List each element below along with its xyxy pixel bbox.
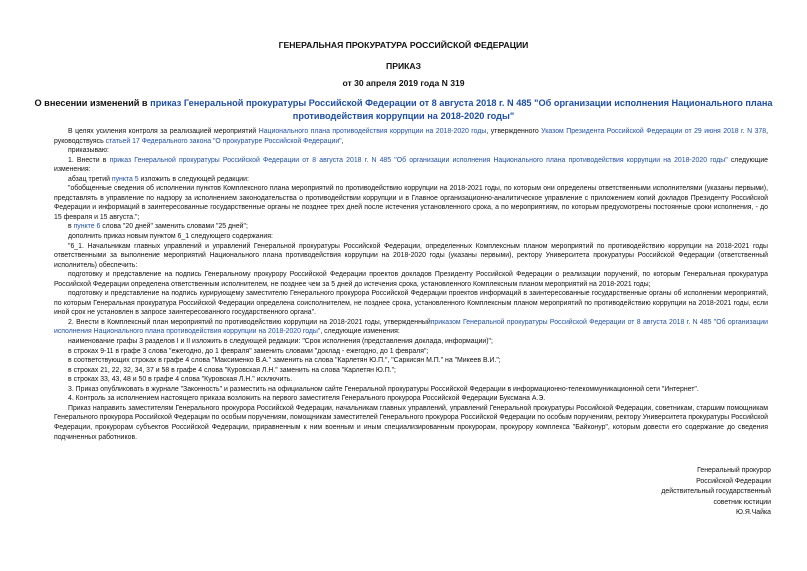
punkt-5-link[interactable]: пункта 5 [111,175,139,183]
presidential-decree-link[interactable]: Указом Президента Российской Федерации от 29 июня 2018 г. N 378 [541,128,767,135]
item-5: Приказ направить заместителям Генерального прокурора Российской Федерации, начальникам главных управлений, управлений Генеральной прокуратуры Российской Федерации, советникам, старшим помощникам Генерального прокурора Российской Федерации по особым поручениям, помощникам заместителей Генерального прокурора Российской Федерации по особым поручениям, ректору Университета прокуратуры Российской Федерации, прокурорам субъектов Российской Федерации, приравненным к ним военным и иным специализированным прокурорам, прокурору комплекса "Байконур", которым довести его содержание до сведения подчиненных работников. [54,404,768,441]
item-2-text-1: 2. Внести в Комплексный план мероприятий по противодействию коррупции на 2018-2021 годы, утвержденный [68,318,431,326]
item-2-text-2: , следующие изменения: [320,328,400,336]
item-1-text-2: следующие изменения: [54,156,768,174]
item-2-order-link[interactable]: приказом Генеральной прокуратуры Российской Федерации от 8 августа 2018 г. N 485 "Об организации исполнения Национального плана противодействия коррупции на 2018-2020 годы" [54,318,768,336]
item-3: 3. Приказ опубликовать в журнале "Законность" и разместить на официальном сайте Генеральной прокуратуры Российской Федерации в информационно-телекоммуникационной сети "Интернет". [68,385,699,393]
signature-block [661,466,771,519]
paragraph-abzac [54,175,768,185]
paragraph-podgot-2: подготовку и представление на подпись курирующему заместителю Генерального прокурора Российской Федерации проектов информаций в заинтересованные государственные органы об исполнении мероприятий, по которым Генеральная прокуратура Российской Федерации определена соисполнителем, не позднее срока, установленного Комплексным планом мероприятий по противодействию коррупции на 2018-2021 годы, если иной срок не установлен в запросе заинтересованного государственного органа". [54,290,768,317]
signature-line-2: Российской Федерации [696,477,771,485]
paragraph-rows-1: в строках 9-11 в графе 3 слова "ежегодно, до 1 февраля" заменить словами "доклад - ежегодно, до 1 февраля"; [68,347,429,355]
intro-text-3: , руководствуясь [54,128,768,145]
punkt-6-link[interactable]: пункте 6 [73,223,101,231]
item-1-order-link[interactable]: приказ Генеральной прокуратуры Российской Федерации от 8 августа 2018 г. N 485 "Об организации исполнения Национального плана противодействия коррупции на 2018-2020 годы" [109,156,728,164]
abzac-text-2: изложить в следующей редакции: [138,175,249,183]
item-2 [54,318,768,337]
doc-type-heading: ПРИКАЗ [386,61,421,71]
title-order-link[interactable]: приказ Генеральной прокуратуры Российской Федерации от 8 августа 2018 г. N 485 "Об организации исполнения Национального плана противодействия коррупции на 2018-2020 годы" [150,98,773,121]
paragraph-punkt-6 [54,222,768,232]
item-4: 4. Контроль за исполнением настоящего приказа возложить на первого заместителя Генерального прокурора Российской Федерации Буксмана А.Э. [68,395,546,403]
signature-name: Ю.Я.Чайка [735,509,771,517]
paragraph-add: дополнить приказ новым пунктом 6_1 следующего содержания: [68,233,273,241]
item-1 [54,156,768,175]
paragraph-naim: наименование графы 3 разделов I и II изложить в следующей редакции: "Срок исполнения (представления доклада, информации)"; [68,338,493,346]
document-body [54,127,768,442]
order-word: приказываю: [68,147,109,155]
punkt-6-text-2: слова "20 дней" заменить словами "25 дней"; [100,223,248,231]
item-1-text-1: 1. Внести в [68,156,110,164]
federal-law-link[interactable]: статьей 17 Федерального закона "О прокуратуре Российской Федерации" [105,137,342,145]
document-title [30,97,777,123]
abzac-text-1: абзац третий [68,175,112,183]
org-heading: ГЕНЕРАЛЬНАЯ ПРОКУРАТУРА РОССИЙСКОЙ ФЕДЕРАЦИИ [278,40,529,50]
signature-line-1: Генеральный прокурор [697,467,771,474]
paragraph-rows-2: в соответствующих строках в графе 4 слова "Максименко В.А." заменить на слова "Карлетян Ю.П.", "Саркисян М.П." на "Микеев В.И."; [68,357,501,365]
national-plan-link[interactable]: Национального плана противодействия коррупции на 2018-2020 годы [258,128,487,135]
intro-text-1: В целях усиления контроля за реализацией мероприятий [68,128,259,135]
quote-2: "6_1. Начальникам главных управлений и управлений Генеральной прокуратуры Российской Федерации, определенных Комплексным планом мероприятий по противодействию коррупции на 2018-2021 годы ответственными за выполнение мероприятий Национального плана противодействия коррупции на 2018-2020 годы (указаны первыми), ректору Университета прокуратуры Российской Федерации (ответственный исполнитель) обеспечить: [54,242,768,269]
paragraph-rows-3: в строках 21, 22, 32, 34, 37 и 58 в графе 4 слова "Куровская Л.Н." заменить на слова "Карлетян Ю.П."; [68,366,396,374]
paragraph-podgot-1: подготовку и представление на подпись Генеральному прокурору Российской Федерации проектов докладов Президенту Российской Федерации о реализации поручений, по которым Генеральная прокуратура Российской Федерации определена ответственным исполнителем, не позднее чем за 5 дней до истечения срока, установленного Комплексным планом мероприятий на 2018-2021 годы; [54,271,768,288]
intro-paragraph [54,127,768,146]
intro-text-4: , [341,137,344,145]
signature-line-4: советник юстиции [713,498,771,506]
paragraph-rows-4: в строках 33, 43, 48 и 50 в графе 4 слова "Куровская Л.Н." исключить. [68,376,293,384]
title-prefix: О внесении изменений в [34,98,151,108]
punkt-6-text-1: в [68,223,74,231]
intro-text-2: , утвержденного [486,128,542,135]
signature-line-3: действительный государственный [661,488,771,496]
date-number-heading: от 30 апреля 2019 года N 319 [342,78,465,88]
quote-1: "обобщенные сведения об исполнении пунктов Комплексного плана мероприятий по противодействию коррупции на 2018-2021 годы, по которым они определены ответственными исполнителями (указаны первыми), представлять в управление по надзору за исполнением законодательства о противодействии коррупции и в Главное организационно-аналитическое управление с приложением копий докладов Президенту Российской Федерации и информаций в заинтересованные государственные органы не позднее трех дней после истечения установленного срока, а по мероприятиям, по которым предусмотрены постоянные сроки исполнения, - до 15 февраля и 15 августа."; [54,185,768,221]
